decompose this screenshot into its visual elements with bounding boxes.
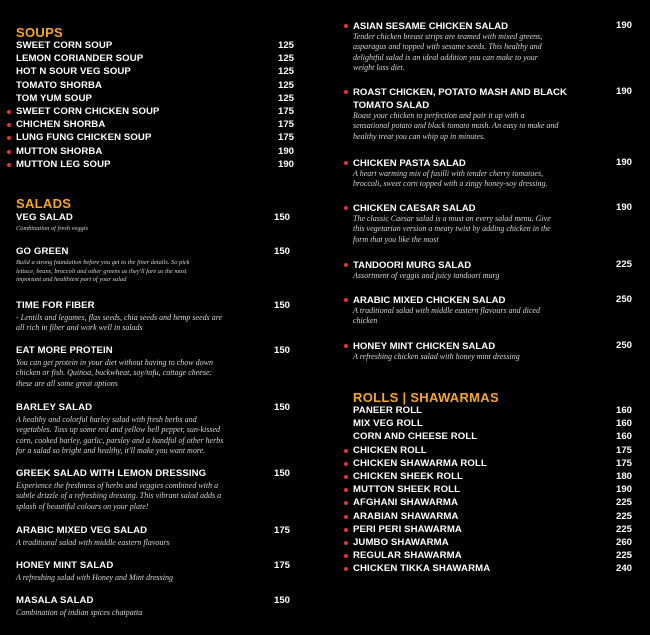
item-description [353, 306, 623, 327]
item-price: 175 [273, 560, 290, 571]
menu-item [16, 246, 296, 259]
description-line: form that you like the most [353, 234, 439, 244]
nonveg-dot [344, 488, 348, 492]
menu-item [353, 418, 633, 431]
description-line: Tender chicken breast strips are teamed with mixed greens, [353, 32, 543, 41]
item-name: JUMBO SHAWARMA [353, 537, 449, 548]
item-price: 150 [273, 595, 290, 606]
nonveg-dot [344, 449, 348, 453]
description-line: important and healthiest part of your salad [16, 276, 127, 284]
menu-item [353, 458, 633, 471]
item-name: GO GREEN [16, 246, 69, 257]
nonveg-dot [344, 24, 348, 28]
description-line: - Lentils and legumes, flax seeds, chia seeds and hemp seeds are [16, 313, 223, 322]
item-price: 190 [615, 484, 632, 496]
item-price: 150 [273, 468, 290, 479]
description-line: A refreshing salad with Honey and Mint dressing [16, 573, 173, 582]
name-line: TOMATO SALAD [353, 100, 430, 111]
menu-item [16, 40, 296, 53]
item-description [16, 573, 276, 583]
item-name: GREEK SALAD WITH LEMON DRESSING [16, 468, 207, 479]
description-line: You can get protein in your diet without having to chow down [16, 358, 213, 367]
item-name: ARABIAN SHAWARMA [353, 510, 459, 522]
nonveg-dot [344, 344, 348, 348]
menu-item [16, 525, 296, 538]
description-line: Experience the freshness of herbs and veggies combined with a [16, 481, 219, 490]
item-name: MUTTON SHEEK ROLL [353, 484, 461, 496]
item-name: LUNG FUNG CHICKEN SOUP [16, 132, 152, 144]
item-price: 190 [615, 86, 632, 97]
item-price: 190 [277, 158, 294, 170]
soups-heading: SOUPS [16, 25, 64, 40]
menu-item [16, 159, 296, 172]
nonveg-dot [344, 263, 348, 267]
nonveg-dot [344, 298, 348, 302]
menu-item [353, 511, 633, 524]
name-line: CHICKEN PASTA SALAD [353, 158, 466, 169]
item-price: 150 [273, 402, 290, 413]
nonveg-dot [7, 163, 11, 167]
item-name: CHICKEN TIKKA SHAWARMA [353, 563, 491, 575]
item-price: 125 [277, 79, 294, 91]
item-price: 260 [615, 537, 632, 548]
description-line: A refreshing chicken salad with honey mint dressing [353, 352, 520, 361]
item-price: 125 [277, 40, 294, 51]
item-price: 175 [277, 132, 294, 144]
item-price: 175 [615, 444, 632, 456]
item-price: 160 [615, 405, 632, 416]
item-description [16, 358, 276, 389]
item-price: 190 [615, 157, 632, 168]
item-description [16, 415, 276, 457]
menu-item [353, 563, 633, 576]
item-price: 150 [273, 345, 290, 356]
item-price: 190 [277, 145, 294, 157]
item-price: 175 [277, 106, 294, 117]
item-name: CORN AND CHEESE ROLL [353, 431, 478, 443]
item-name: LEMON CORIANDER SOUP [16, 53, 144, 65]
menu-item [16, 66, 296, 79]
item-name: HONEY MINT SALAD [16, 560, 114, 571]
description-line: Build a strong foundation before you get to the finer details. So pick [16, 259, 190, 266]
item-price: 125 [277, 66, 294, 78]
item-price: 240 [615, 563, 632, 575]
menu-item [16, 468, 296, 481]
menu-item [353, 497, 633, 510]
item-price: 190 [615, 202, 632, 213]
menu-item [353, 431, 633, 444]
item-price: 150 [273, 212, 290, 223]
description-line: The classic Caesar salad is a must on every salad menu. Give [353, 214, 551, 223]
name-line: HONEY MINT CHICKEN SALAD [353, 341, 496, 352]
menu-item [16, 212, 296, 225]
description-line: broccoli, sweet corn topped with a zingy honey-soy dressing. [353, 179, 548, 189]
item-description [353, 32, 623, 74]
item-name: AFGHANI SHAWARMA [353, 497, 458, 509]
nonveg-dot [344, 462, 348, 466]
item-name: SWEET CORN SOUP [16, 40, 113, 51]
nonveg-dot [344, 567, 348, 571]
item-name: EAT MORE PROTEIN [16, 345, 113, 356]
description-line: weight loss diet. [353, 63, 405, 73]
item-description [16, 259, 276, 285]
item-description [353, 214, 623, 245]
menu-item [353, 524, 633, 537]
item-name: MIX VEG ROLL [353, 418, 423, 430]
description-line: Combination of indian spices chatpatta [16, 608, 143, 617]
item-name: ARABIC MIXED VEG SALAD [16, 525, 148, 536]
item-price: 175 [273, 525, 290, 536]
item-name [353, 86, 567, 112]
item-name: BARLEY SALAD [16, 402, 93, 413]
name-line: ARABIC MIXED CHICKEN SALAD [353, 295, 506, 306]
item-price: 250 [615, 340, 632, 351]
item-description [353, 169, 623, 190]
salads-heading: SALADS [16, 196, 72, 211]
description-line: all rich in fiber and work well in salads [16, 323, 143, 333]
description-line: this vegetarian version a meaty twist by adding chicken in the [353, 224, 551, 234]
menu-item [16, 93, 296, 106]
item-name: MASALA SALAD [16, 595, 94, 606]
menu-item [353, 537, 633, 550]
item-price: 125 [277, 92, 294, 104]
description-line: A heart warming mix of fusilli with tender cherry tomatoes, [353, 169, 544, 178]
menu-item [16, 53, 296, 66]
description-line: A traditional salad with middle eastern flavours [16, 538, 170, 547]
menu-item [16, 345, 296, 358]
nonveg-dot [344, 206, 348, 210]
nonveg-dot [7, 136, 11, 140]
nonveg-dot [344, 515, 348, 519]
item-name: PANEER ROLL [353, 405, 423, 416]
description-line: corn, cooked barley, garlic, parsley and a handful of other herbs [16, 435, 224, 445]
item-name: CHICKEN ROLL [353, 444, 427, 456]
description-line: Combination of fresh veggis [16, 225, 89, 232]
item-name: HOT N SOUR VEG SOUP [16, 66, 131, 78]
item-name: CHICKEN SHAWARMA ROLL [353, 457, 487, 469]
menu-item [353, 484, 633, 497]
item-price: 250 [615, 294, 632, 305]
nonveg-dot [344, 554, 348, 558]
item-price: 225 [615, 523, 632, 535]
description-line: subtle drizzle of a refreshing dressing. This vibrant salad adds a [16, 491, 222, 501]
item-price: 150 [273, 246, 290, 257]
menu-item [353, 471, 633, 484]
item-price: 225 [615, 497, 632, 509]
description-line: chicken [353, 316, 378, 326]
menu-item [16, 106, 296, 119]
nonveg-dot [344, 161, 348, 165]
menu-item [353, 405, 633, 418]
item-price: 225 [615, 550, 632, 562]
item-name: TIME FOR FIBER [16, 300, 95, 311]
description-line: healthy treat you can whip up in minutes. [353, 131, 486, 141]
description-line: Roast your chicken to perfection and pair it up with a [353, 111, 525, 120]
description-line: splash of beautiful colours on your plate! [16, 501, 149, 511]
item-description [353, 271, 623, 281]
description-line: Assortment of veggis and juicy tandoori murg [353, 271, 500, 280]
menu-item [16, 560, 296, 573]
item-description [16, 225, 276, 234]
item-description [353, 111, 623, 142]
menu-item [353, 445, 633, 458]
nonveg-dot [344, 501, 348, 505]
name-line: ROAST CHICKEN, POTATO MASH AND BLACK [353, 87, 567, 98]
item-price: 175 [277, 119, 294, 131]
description-line: vegetables. Toss up some red and yellow bell pepper, sun-kissed [16, 425, 221, 435]
item-name: TOMATO SHORBA [16, 79, 103, 91]
description-line: asparagus and topped with sesame seeds. This healthy and [353, 42, 542, 52]
item-description [16, 481, 276, 512]
description-line: chicken or fish. Quinoa, buckwheat, soy/tofu, cottage cheese: [16, 368, 213, 378]
description-line: A traditional salad with middle eastern flavours and diced [353, 306, 540, 315]
item-price: 225 [615, 510, 632, 522]
item-price: 190 [615, 20, 632, 31]
nonveg-dot [344, 475, 348, 479]
menu-item [353, 550, 633, 563]
nonveg-dot [7, 150, 11, 154]
item-description [353, 352, 623, 362]
nonveg-dot [344, 528, 348, 532]
description-line: these are all some great options [16, 378, 118, 388]
description-line: lettuce, beans, broccoli and other greens as they'll fare as the most [16, 267, 187, 275]
menu-item [16, 595, 296, 608]
name-line: ASIAN SESAME CHICKEN SALAD [353, 21, 509, 32]
menu-item [16, 119, 296, 132]
item-price: 175 [615, 457, 632, 469]
item-name: MUTTON SHORBA [16, 145, 103, 157]
nonveg-dot [344, 541, 348, 545]
nonveg-dot [344, 90, 348, 94]
item-price: 160 [615, 418, 632, 430]
item-description [16, 608, 276, 618]
menu-item [16, 146, 296, 159]
item-price: 180 [615, 471, 632, 482]
nonveg-dot [7, 123, 11, 127]
item-description [16, 313, 276, 334]
item-name: SWEET CORN CHICKEN SOUP [16, 106, 160, 117]
description-line: delightful salad is an ideal addition you can make to your [353, 52, 538, 62]
item-name: MUTTON LEG SOUP [16, 158, 111, 170]
item-price: 160 [615, 431, 632, 443]
item-name: VEG SALAD [16, 212, 73, 223]
item-price: 225 [615, 259, 632, 270]
item-price: 150 [273, 300, 290, 311]
item-name: PERI PERI SHAWARMA [353, 523, 462, 535]
menu-item [16, 80, 296, 93]
item-name: REGULAR SHAWARMA [353, 550, 462, 562]
item-name: CHICHEN SHORBA [16, 119, 106, 131]
item-name: TOM YUM SOUP [16, 92, 93, 104]
item-name: CHICKEN SHEEK ROLL [353, 471, 464, 482]
item-price: 125 [277, 53, 294, 65]
rolls-heading: ROLLS | SHAWARMAS [353, 390, 499, 405]
description-line: sensational potato and black tomato mash. An easy to make and [353, 121, 559, 131]
item-description [16, 538, 276, 548]
menu-item [16, 132, 296, 145]
nonveg-dot [7, 110, 11, 114]
description-line: A healthy and colorful barley salad with fresh herbs and [16, 415, 197, 424]
menu-item [16, 300, 296, 313]
name-line: TANDOORI MURG SALAD [353, 260, 472, 271]
name-line: CHICKEN CAESAR SALAD [353, 203, 476, 214]
menu-item [16, 402, 296, 415]
description-line: for a salad so bright and healthy, it'll make you want more. [16, 446, 206, 456]
